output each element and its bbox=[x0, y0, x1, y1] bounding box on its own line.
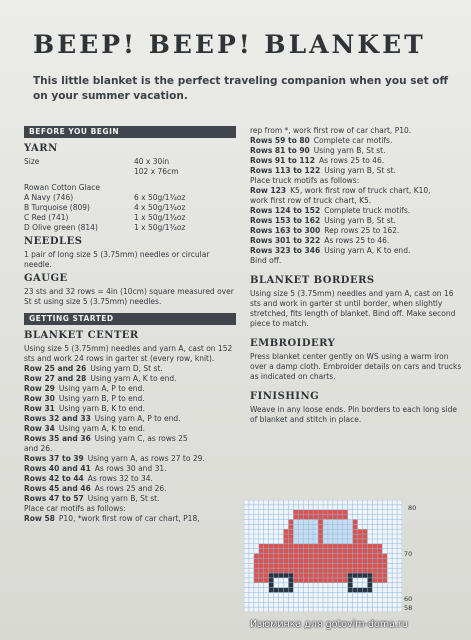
row-instruction: Complete car motifs. bbox=[313, 136, 393, 145]
borders-text: Using size 5 (3.75mm) needles and yarn A, cast on 16 sts and work in garter st until border, when slightly stretched, fits length of blanket. Bind off. Make second piece to match. bbox=[250, 289, 456, 328]
yarn-list bbox=[24, 193, 236, 233]
instruction-row bbox=[24, 374, 236, 384]
car-body-cell bbox=[293, 515, 347, 520]
instruction-row bbox=[250, 256, 462, 266]
yarn-heading: YARN bbox=[24, 143, 58, 154]
yarn-color-label: B Turquoise (809) bbox=[24, 203, 90, 212]
instruction-row bbox=[250, 236, 462, 246]
gauge-heading: GAUGE bbox=[24, 273, 68, 284]
instruction-row bbox=[250, 246, 462, 256]
yarn-color-label: C Red (741) bbox=[24, 213, 69, 222]
row-instruction: Using yarn A, K to end. bbox=[58, 424, 146, 433]
row-instruction: K5, work first row of truck chart, K10, bbox=[290, 186, 431, 195]
row-instruction: P10, *work first row of car chart, P18, bbox=[58, 514, 200, 523]
instruction-row bbox=[24, 444, 236, 454]
instruction-row bbox=[24, 364, 236, 374]
row-number: Row 34 bbox=[24, 424, 55, 433]
row-number: Rows 301 to 322 bbox=[250, 236, 321, 245]
chart-row-label-80: 80 bbox=[408, 504, 417, 512]
blanket-center-heading: BLANKET CENTER bbox=[24, 330, 139, 341]
embroidery-heading: EMBROIDERY bbox=[250, 338, 336, 349]
row-instruction: Using yarn A, K to end. bbox=[90, 374, 177, 383]
yarn-brand: Rowan Cotton Glace bbox=[24, 183, 100, 192]
car-window-cell bbox=[293, 519, 318, 543]
row-number: Rows 42 to 44 bbox=[24, 474, 84, 483]
yarn-item bbox=[24, 213, 236, 223]
gauge-text: 23 sts and 32 rows = 4in (10cm) square measured over St st using size 5 (3.75mm) needles. bbox=[24, 287, 234, 306]
row-instruction: Using yarn D, St st. bbox=[90, 364, 163, 373]
getting-started-bar: GETTING STARTED bbox=[24, 313, 236, 325]
embroidery-text: Press blanket center gently on WS using a warm iron over a damp cloth. Embroider details on cars and trucks as indicated on charts. bbox=[250, 352, 462, 381]
car-body-cell bbox=[259, 549, 382, 554]
instruction-row bbox=[24, 454, 236, 464]
instruction-row bbox=[250, 156, 462, 166]
row-instruction: Using yarn A, P to end. bbox=[94, 414, 181, 423]
row-number: Rows 113 to 122 bbox=[250, 166, 321, 175]
row-number: Row 123 bbox=[250, 186, 287, 195]
row-number: Rows 91 to 112 bbox=[250, 156, 315, 165]
row-number: Rows 35 and 36 bbox=[24, 434, 91, 443]
row-number: Rows 59 to 80 bbox=[250, 136, 310, 145]
row-instruction: As rows 25 to 46. bbox=[324, 236, 390, 245]
row-number: Row 25 and 26 bbox=[24, 364, 87, 373]
size-value-in: 40 x 30in bbox=[134, 157, 170, 166]
size-row-cm bbox=[24, 167, 236, 177]
instruction-row bbox=[24, 434, 236, 444]
row-instruction: Using yarn A, as rows 27 to 29. bbox=[87, 454, 205, 463]
row-instruction: work first row of truck chart, K5. bbox=[250, 196, 372, 205]
instruction-row bbox=[24, 404, 236, 414]
row-number: Row 27 and 28 bbox=[24, 374, 87, 383]
row-number: Rows 153 to 162 bbox=[250, 216, 321, 225]
row-number: Rows 32 and 33 bbox=[24, 414, 91, 423]
row-number: Rows 45 and 46 bbox=[24, 484, 91, 493]
row-number: Row 31 bbox=[24, 404, 55, 413]
yarn-color-label: D Olive green (814) bbox=[24, 223, 98, 232]
instruction-row bbox=[24, 464, 236, 474]
row-number: Row 58 bbox=[24, 514, 55, 523]
right-row-list bbox=[250, 126, 462, 266]
car-chart-grid bbox=[244, 500, 402, 612]
row-instruction: Using yarn B, St st. bbox=[87, 494, 160, 503]
instruction-row bbox=[250, 176, 462, 186]
yarn-amount: 6 x 50g/1¾oz bbox=[134, 193, 186, 202]
row-number: Rows 323 to 346 bbox=[250, 246, 321, 255]
yarn-item bbox=[24, 223, 236, 233]
row-instruction: Using yarn C, as rows 25 bbox=[94, 434, 188, 443]
instruction-row bbox=[250, 146, 462, 156]
yarn-item bbox=[24, 193, 236, 203]
left-row-list bbox=[24, 364, 236, 524]
intro-text: This little blanket is the perfect traveling companion when you set off on your summer vacation. bbox=[33, 75, 448, 102]
instruction-row bbox=[250, 166, 462, 176]
before-you-begin-bar: BEFORE YOU BEGIN bbox=[24, 126, 236, 138]
instruction-row bbox=[250, 136, 462, 146]
size-label: Size bbox=[24, 157, 40, 166]
row-number: Rows 40 and 41 bbox=[24, 464, 91, 473]
needles-text: 1 pair of long size 5 (3.75mm) needles or circular needle. bbox=[24, 250, 210, 269]
row-instruction: Using yarn B, St st. bbox=[324, 166, 396, 175]
instruction-row bbox=[250, 196, 462, 206]
row-number: Rows 81 to 90 bbox=[250, 146, 310, 155]
instruction-row bbox=[250, 216, 462, 226]
instruction-row bbox=[250, 186, 462, 196]
row-instruction: As rows 25 to 46. bbox=[318, 156, 385, 165]
row-instruction: and 26. bbox=[24, 444, 53, 453]
instruction-row bbox=[24, 384, 236, 394]
row-number: Rows 47 to 57 bbox=[24, 494, 84, 503]
page-title: BEEP! BEEP! BLANKET bbox=[33, 30, 426, 59]
row-instruction: As rows 32 to 34. bbox=[87, 474, 153, 483]
row-instruction: Complete truck motifs. bbox=[324, 206, 411, 215]
instruction-row bbox=[24, 514, 236, 524]
row-instruction: Rep rows 25 to 162. bbox=[324, 226, 400, 235]
chart-row-label-60: 60 bbox=[404, 595, 413, 603]
yarn-item bbox=[24, 203, 236, 213]
row-instruction: As rows 30 and 31. bbox=[94, 464, 167, 473]
row-instruction: Place car motifs as follows: bbox=[24, 504, 126, 513]
row-instruction: As rows 25 and 26. bbox=[94, 484, 167, 493]
finishing-heading: FINISHING bbox=[250, 391, 320, 402]
row-number: Rows 124 to 152 bbox=[250, 206, 321, 215]
row-number: Rows 163 to 300 bbox=[250, 226, 321, 235]
row-instruction: Using yarn B, P to end. bbox=[58, 394, 145, 403]
row-number: Row 30 bbox=[24, 394, 55, 403]
row-instruction: Bind off. bbox=[250, 256, 282, 265]
row-instruction: Using yarn B, K to end. bbox=[58, 404, 146, 413]
size-row bbox=[24, 157, 236, 167]
row-instruction: Using yarn B, St st. bbox=[313, 146, 386, 155]
yarn-amount: 1 x 50g/1¾oz bbox=[134, 223, 186, 232]
chart-row-label-58: 58 bbox=[404, 604, 413, 612]
instruction-row bbox=[24, 484, 236, 494]
finishing-text: Weave in any loose ends. Pin borders to each long side of blanket and stitch in place. bbox=[250, 405, 457, 424]
row-number: Row 29 bbox=[24, 384, 55, 393]
car-body-cell bbox=[293, 510, 347, 515]
chart-row-label-70: 70 bbox=[404, 550, 413, 558]
blanket-borders-heading: BLANKET BORDERS bbox=[250, 275, 375, 286]
center-intro: Using size 5 (3.75mm) needles and yarn A, cast on 152 sts and work 24 rows in garter st (every row, knit). bbox=[24, 344, 233, 363]
instruction-row bbox=[24, 424, 236, 434]
watermark: Изюминка для gotovim-doma.ru bbox=[250, 619, 408, 630]
yarn-amount: 4 x 50g/1¾oz bbox=[134, 203, 186, 212]
instruction-row bbox=[24, 414, 236, 424]
row-instruction: Using yarn A, P to end. bbox=[58, 384, 145, 393]
instruction-row bbox=[250, 226, 462, 236]
instruction-row bbox=[24, 494, 236, 504]
row-instruction: Place truck motifs as follows: bbox=[250, 176, 360, 185]
row-instruction: Using yarn A, K to end. bbox=[324, 246, 411, 255]
row-number: Rows 37 to 39 bbox=[24, 454, 84, 463]
row-instruction: rep from *, work first row of car chart, P10. bbox=[250, 126, 412, 135]
instruction-row bbox=[250, 206, 462, 216]
car-body-cell bbox=[259, 544, 382, 549]
needles-heading: NEEDLES bbox=[24, 236, 83, 247]
left-column bbox=[24, 126, 236, 524]
size-value-cm: 102 x 76cm bbox=[134, 167, 179, 176]
instruction-row bbox=[250, 126, 462, 136]
row-instruction: Using yarn B, St st. bbox=[324, 216, 396, 225]
car-chart bbox=[244, 500, 417, 612]
right-column bbox=[250, 126, 462, 425]
yarn-color-label: A Navy (746) bbox=[24, 193, 74, 202]
yarn-amount: 1 x 50g/1¾oz bbox=[134, 213, 186, 222]
instruction-row bbox=[24, 394, 236, 404]
instruction-row bbox=[24, 474, 236, 484]
instruction-row bbox=[24, 504, 236, 514]
